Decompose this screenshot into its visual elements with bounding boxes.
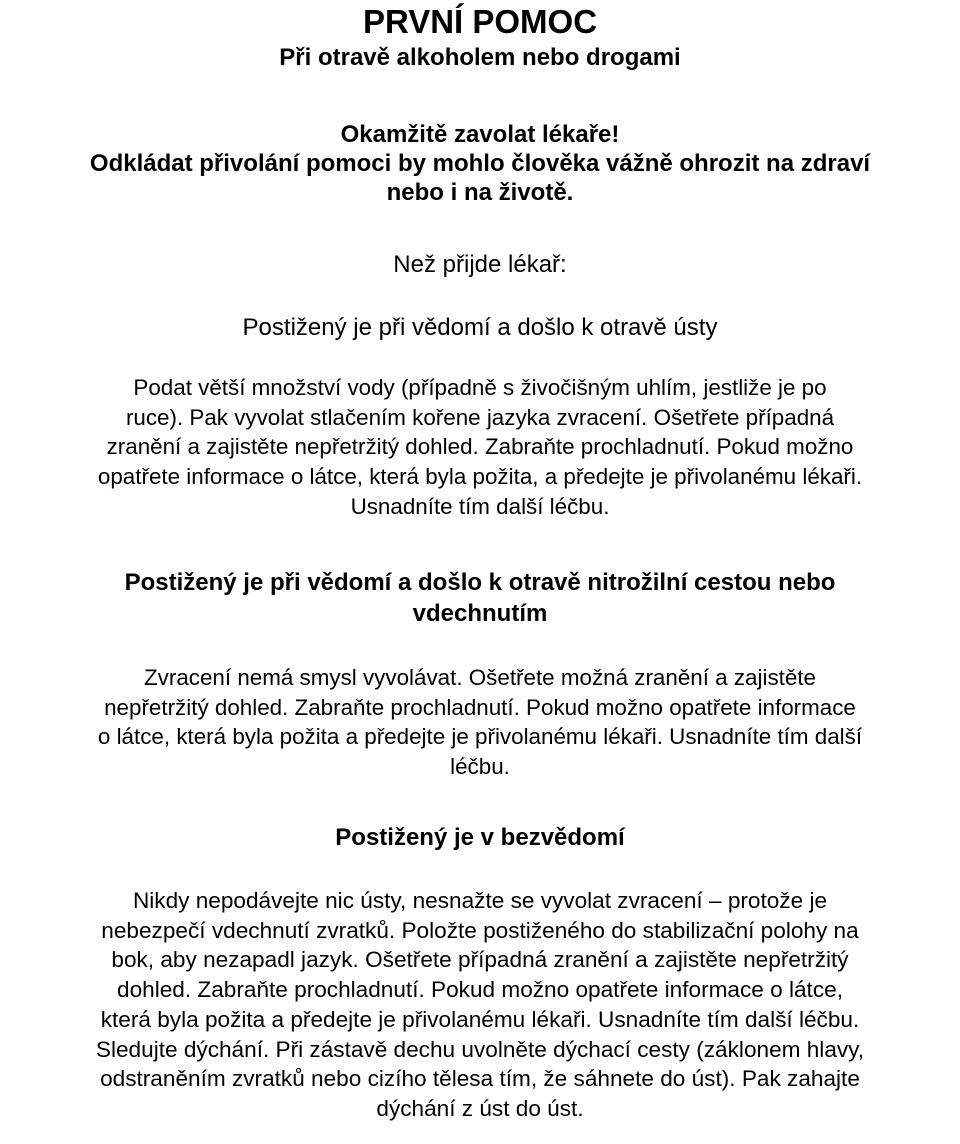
text-line: Usnadníte tím další léčbu. — [350, 493, 610, 519]
section-heading-oral: Postižený je při vědomí a došlo k otravě ústy — [242, 314, 718, 341]
text-line: Sledujte dýchání. Při zástavě dechu uvolněte dýchací cesty (záklonem hlavy, — [95, 1036, 865, 1062]
text-line: ruce). Pak vyvolat stlačením kořene jazyka zvracení. Ošetřete případná — [125, 404, 835, 430]
urgent-notice — [0, 120, 960, 207]
urgent-line: Okamžitě zavolat lékaře! — [340, 121, 620, 148]
urgent-line: Odkládat přivolání pomoci by mohlo člověka vážně ohrozit na zdraví — [89, 150, 871, 177]
text-line: opatřete informace o látce, která byla požita, a předejte je přivolanému lékaři. — [97, 464, 863, 490]
text-line: o látce, která byla požita a předejte je přivolanému lékaři. Usnadníte tím další — [97, 724, 863, 750]
section-heading-unconscious: Postižený je v bezvědomí — [335, 824, 625, 851]
text-line: která byla požita a předejte je přivolanému lékaři. Usnadníte tím další léčbu. — [100, 1006, 860, 1032]
urgent-line: nebo i na životě. — [386, 179, 574, 206]
text-line: Podat větší množství vody (případně s živočišným uhlím, jestliže je po — [133, 375, 827, 400]
text-line: Zvracení nemá smysl vyvolávat. Ošetřete možná zranění a zajistěte — [144, 665, 816, 690]
text-line: odstraněním zvratků nebo cizího tělesa tím, že sáhnete do úst). Pak zahajte — [100, 1066, 860, 1092]
heading-line: Postižený je při vědomí a došlo k otravě nitrožilní cestou nebo — [124, 569, 836, 596]
text-line: léčbu. — [450, 754, 510, 780]
section-body-unconscious — [6, 886, 954, 1124]
section-body-oral — [6, 373, 954, 522]
section-body-intravenous — [6, 663, 954, 782]
section-heading-intravenous — [0, 567, 960, 629]
before-doctor-label: Než přijde lékař: — [393, 251, 567, 278]
document-subtitle: Při otravě alkoholem nebo drogami — [279, 44, 681, 71]
text-line: zranění a zajistěte nepřetržitý dohled. Zabraňte prochladnutí. Pokud možno — [106, 434, 854, 460]
document-title: PRVNÍ POMOC — [362, 3, 598, 40]
text-line: dohled. Zabraňte prochladnutí. Pokud možno opatřete informace o látce, — [117, 977, 843, 1003]
text-line: dýchání z úst do úst. — [376, 1095, 584, 1121]
text-line: Nikdy nepodávejte nic ústy, nesnažte se vyvolat zvracení – protože je — [132, 888, 828, 913]
heading-line: vdechnutím — [412, 600, 548, 627]
text-line: nepřetržitý dohled. Zabraňte prochladnutí. Pokud možno opatřete informace — [104, 694, 856, 720]
text-line: nebezpečí vdechnutí zvratků. Položte postiženého do stabilizační polohy na — [101, 917, 859, 943]
text-line: bok, aby nezapadl jazyk. Ošetřete případná zranění a zajistěte nepřetržitý — [111, 947, 849, 973]
